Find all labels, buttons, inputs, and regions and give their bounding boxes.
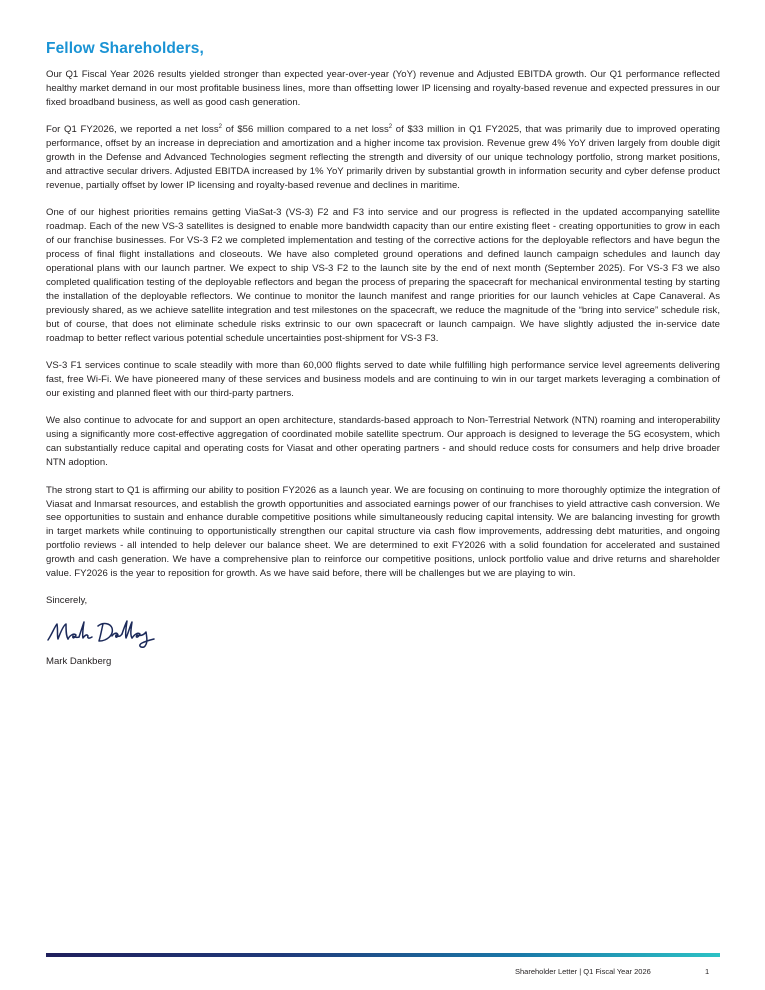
footnote-ref: 2 [218, 124, 223, 131]
paragraph-viasat3-progress: One of our highest priorities remains getting ViaSat-3 (VS-3) F2 and F3 into service and our progress is reflected in the updated accompanying satellite roadmap. Each of the new VS-3 satellites is designed to enable more bandwidth capacity than our entire existing fleet - creating opportunities to grow in each of our franchise businesses. For VS-3 F2 we completed implementation and testing of the corrective actions for the deployable reflectors and have begun the process of final flight installations and closeouts. We have also completed ground operations and defined launch campaign schedules and launch day operational plans with our launch partner. We expect to ship VS-3 F2 to the launch site by the end of next month (September 2025). For VS-3 F3 we also completed qualification testing of the deployable reflectors and began the process of preparing the spacecraft for mechanical environmental testing by starting the installation of the deployable reflectors. We continue to monitor the launch manifest and range priorities for our launch vehicles at Cape Canaveral. As previously shared, as we achieve satellite integration and test milestones on the spacecraft, we reduce the magnitude of the “bring into service” schedule risk, but of course, that does not eliminate schedule risks extrinsic to our own spacecraft or launch campaign. We have slightly adjusted the in-service date roadmap to better reflect various potential schedule uncertainties post-shipment for VS-3 F3. [46, 207, 720, 344]
greeting-heading: Fellow Shareholders, [46, 40, 204, 57]
signer-name: Mark Dankberg [46, 655, 112, 667]
footnote-ref: 2 [388, 124, 393, 131]
paragraph-ntn-advocacy: We also continue to advocate for and support an open architecture, standards-based approach to Non-Terrestrial Network (NTN) roaming and interoperability using a significantly more cost-effective aggregation of coordinated mobile satellite spectrum. Our approach is designed to leverage the 5G ecosystem, which can substantially reduce capital and operating costs for Viasat and other operating partners - and should reduce costs for consumers and help drive broader NTN adoption. [46, 415, 720, 469]
page-number: 1 [705, 967, 710, 976]
financials-text-a: For Q1 FY2026, we reported a net loss [46, 124, 219, 136]
closing-salutation: Sincerely, [46, 594, 88, 606]
footer-gradient-bar [46, 953, 720, 957]
paragraph-fy2026-outlook: The strong start to Q1 is affirming our ability to position FY2026 as a launch year. We are focusing on continuing to more thoroughly optimize the integration of Viasat and Inmarsat resources, and establish the growth opportunities and associated earnings power of our franchises to yield attractive cash conversion. We see opportunities to sustain and enhance durable competitive positions while simultaneously reducing capital intensity. We are balancing investing for growth in target markets while continuing to opportunistically strengthen our capital structure via cash flow improvements, addressing debt maturities, and ongoing portfolio reviews - all intended to help delever our balance sheet. We are determined to exit FY2026 with a solid foundation for accelerated and sustained growth and cash generation. We have a comprehensive plan to reinforce our competitive positions, unlock portfolio value and drive returns and shareholder value. FY2026 is the year to reposition for growth. As we have said before, there will be challenges but we are playing to win. [46, 484, 720, 580]
paragraph-vs3-f1-services: VS-3 F1 services continue to scale steadily with more than 60,000 flights served to date while fulfilling high performance service level agreements delivering fast, free Wi-Fi. We have pioneered many of these services and business models and are continuing to win in our target markets leveraging a combination of our existing and planned fleet with our third-party partners. [46, 360, 720, 399]
paragraph-financials [46, 123, 720, 193]
letter-body [46, 40, 720, 667]
financials-text-c: of $33 million in Q1 FY2025, that was primarily due to improved operating performance, offset by an increase in depreciation and amortization and a higher income tax provision. Revenue grew 4% YoY driven largely from double digit growth in the Defense and Advanced Technologies segment reflecting the strength and diversity of our unique technology portfolio, strong market positions, and attractive secular drivers. Adjusted EBITDA increased by 1% YoY primarily driven by substantial growth in information security and cyber defense product revenue, partially offset by lower IP licensing and royalty-based revenue and declines in maritime. [46, 124, 720, 191]
signature-image [46, 616, 156, 650]
paragraph-results-summary: Our Q1 Fiscal Year 2026 results yielded stronger than expected year-over-year (YoY) revenue and Adjusted EBITDA growth. Our Q1 performance reflected healthy market demand in our most profitable business lines, more than offsetting lower IP licensing and royalty-based revenue and expected pressures in our fixed broadband business, as well as good cash generation. [46, 69, 720, 108]
footer-title: Shareholder Letter | Q1 Fiscal Year 2026 [515, 967, 651, 976]
financials-text-b: of $56 million compared to a net loss [222, 124, 389, 136]
